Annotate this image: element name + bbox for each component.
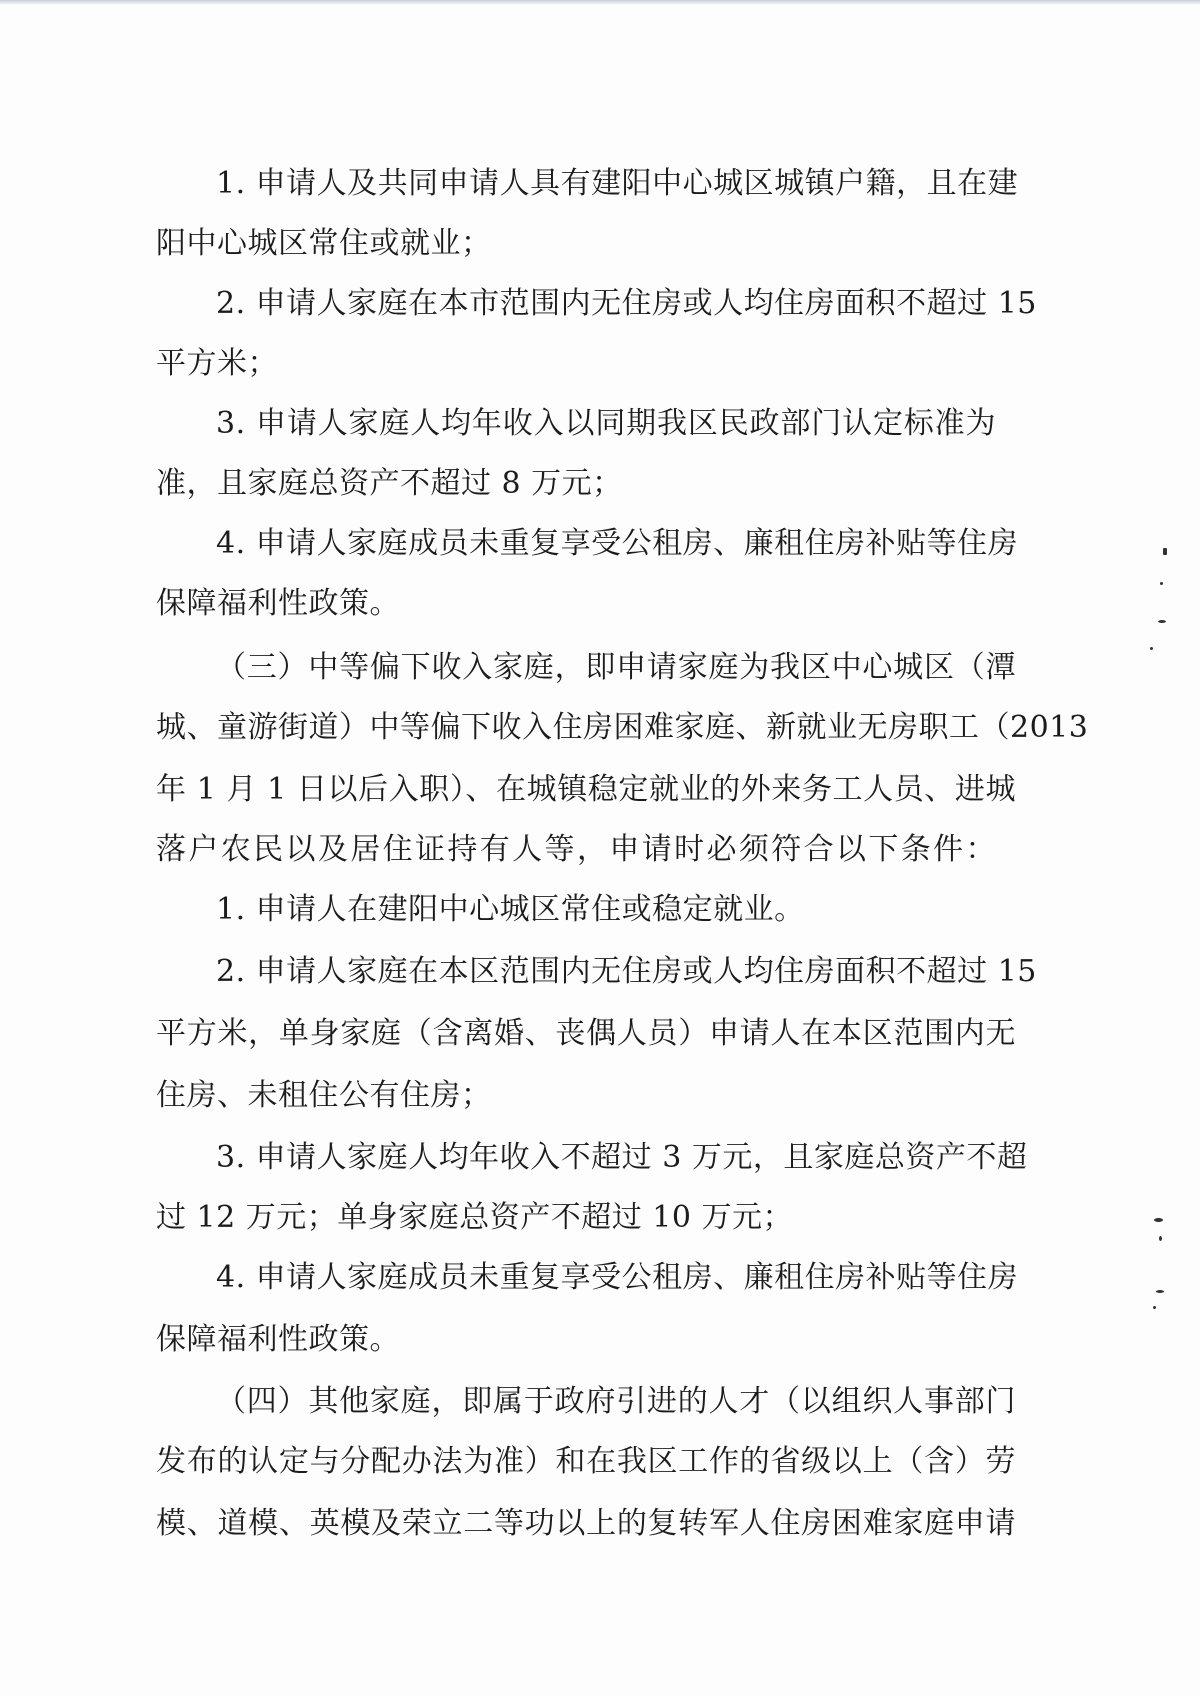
paragraph-line: 2. 申请人家庭在本区范围内无住房或人均住房面积不超过 15 (216, 954, 1037, 989)
paragraph-line: 4. 申请人家庭成员未重复享受公租房、廉租住房补贴等住房 (216, 526, 1019, 561)
paragraph-line: 模、道模、英模及荣立二等功以上的复转军人住房困难家庭申请 (156, 1506, 1016, 1541)
paragraph-line: 2. 申请人家庭在本市范围内无住房或人均住房面积不超过 15 (216, 286, 1037, 321)
paragraph-line: 保障福利性政策。 (156, 1322, 400, 1357)
scan-speck (1163, 548, 1167, 555)
scan-speck (1160, 582, 1163, 585)
paragraph-line: 住房、未租住公有住房； (156, 1078, 492, 1113)
paragraph-line: 1. 申请人在建阳中心城区常住或稳定就业。 (216, 892, 805, 927)
paragraph-line: 过 12 万元；单身家庭总资产不超过 10 万元； (156, 1200, 793, 1235)
paragraph-line: 1. 申请人及共同申请人具有建阳中心城区城镇户籍，且在建 (216, 166, 1019, 201)
paragraph-line: 3. 申请人家庭人均年收入不超过 3 万元，且家庭总资产不超 (216, 1140, 1028, 1175)
paragraph-line: 发布的认定与分配办法为准）和在我区工作的省级以上（含）劳 (156, 1444, 1016, 1479)
paragraph-line: 阳中心城区常住或就业； (156, 226, 492, 261)
paragraph-line: 准，且家庭总资产不超过 8 万元； (156, 466, 623, 501)
paragraph-line: 3. 申请人家庭人均年收入以同期我区民政部门认定标准为 (216, 406, 996, 441)
section-heading-line: （四）其他家庭，即属于政府引进的人才（以组织人事部门 (216, 1384, 1016, 1419)
scan-speck (1159, 1236, 1162, 1241)
scan-top-edge (0, 0, 1200, 5)
paragraph-line: 保障福利性政策。 (156, 586, 400, 621)
scan-speck (1158, 620, 1166, 623)
scan-speck (1150, 647, 1153, 650)
scan-speck (1154, 1218, 1163, 1222)
paragraph-line: 年 1 月 1 日以后入职）、在城镇稳定就业的外来务工人员、进城 (156, 772, 1016, 807)
paragraph-line: 落户农民以及居住证持有人等，申请时必须符合以下条件： (156, 832, 996, 867)
paragraph-line: 平方米； (156, 346, 278, 381)
scan-speck (1156, 1290, 1164, 1293)
section-heading-line: （三）中等偏下收入家庭，即申请家庭为我区中心城区（潭 (216, 650, 1016, 685)
paragraph-line: 平方米，单身家庭（含离婚、丧偶人员）申请人在本区范围内无 (156, 1016, 1016, 1051)
paragraph-line: 4. 申请人家庭成员未重复享受公租房、廉租住房补贴等住房 (216, 1260, 1019, 1295)
scan-speck (1153, 1306, 1156, 1309)
paragraph-line: 城、童游街道）中等偏下收入住房困难家庭、新就业无房职工（2013 (156, 710, 1089, 745)
